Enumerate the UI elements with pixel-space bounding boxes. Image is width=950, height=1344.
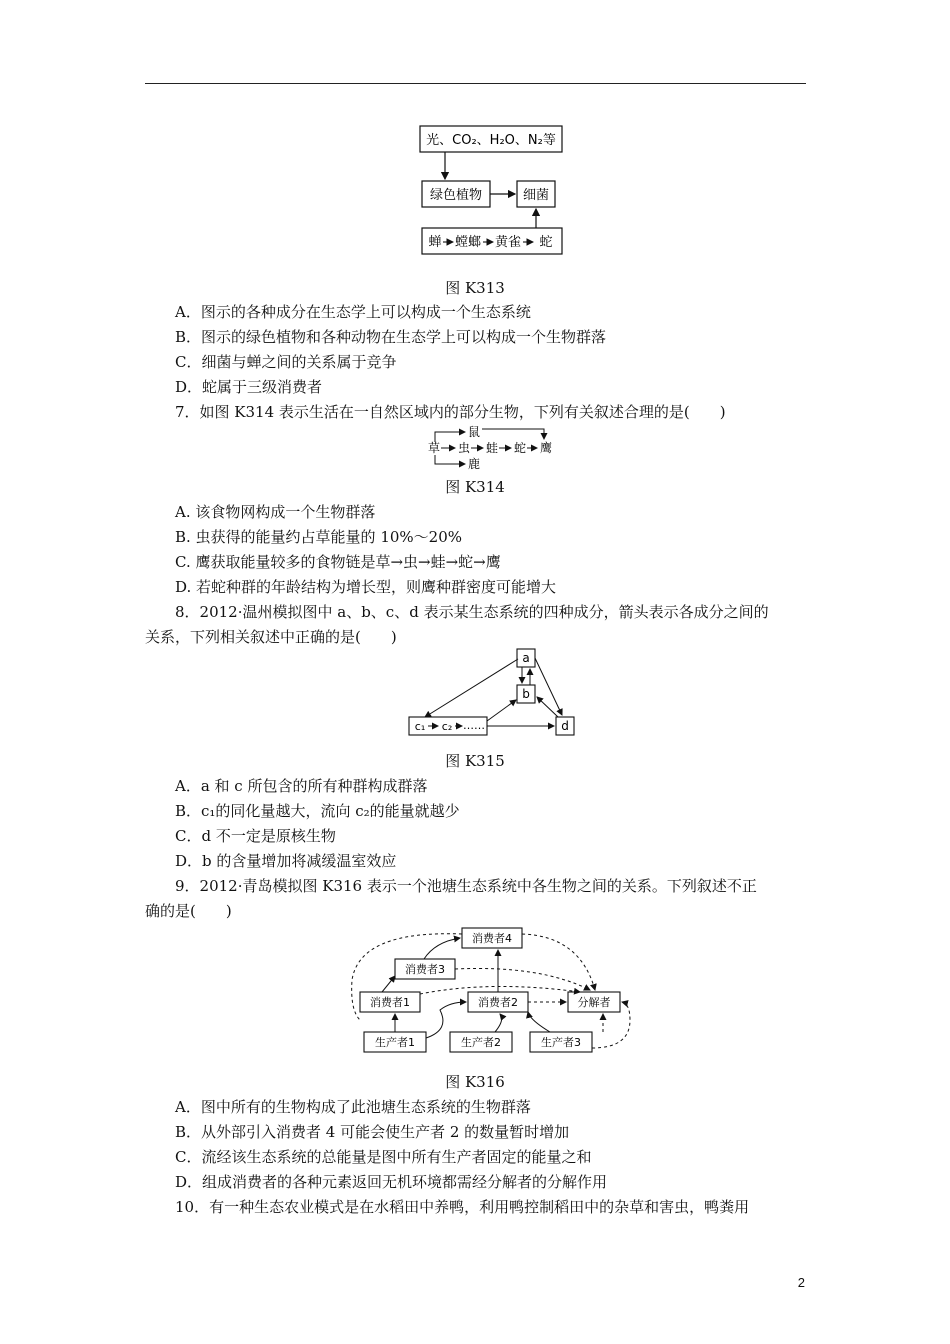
figure-k315 xyxy=(400,645,590,741)
k314-insect: 虫 xyxy=(458,441,471,455)
page-number: 2 xyxy=(797,1275,805,1290)
k313-chain-1: 蝉 xyxy=(428,235,442,250)
k316-producer2: 生产者2 xyxy=(461,1036,501,1049)
k316-decomposer: 分解者 xyxy=(577,996,611,1009)
q6-option-a: A．图示的各种成分在生态学上可以构成一个生态系统 xyxy=(175,303,531,321)
k315-node-c1: c₁ xyxy=(414,720,426,733)
q8-stem-line1: 8．2012·温州模拟图中 a、b、c、d 表示某生态系统的四种成分，箭头表示各成分之间的 xyxy=(175,603,769,621)
k314-snake: 蛇 xyxy=(514,441,527,455)
q6-option-b: B．图示的绿色植物和各种动物在生态学上可以构成一个生物群落 xyxy=(175,328,607,346)
q7-option-a: A. 该食物网构成一个生物群落 xyxy=(175,503,376,521)
q9-stem-line1: 9．2012·青岛模拟图 K316 表示一个池塘生态系统中各生物之间的关系。下列叙述不正 xyxy=(175,877,757,895)
k314-deer: 鹿 xyxy=(468,457,481,471)
q9-option-b: B．从外部引入消费者 4 可能会使生产者 2 的数量暂时增加 xyxy=(175,1123,570,1141)
figure-k313 xyxy=(410,118,570,258)
k313-caption: 图 K313 xyxy=(445,279,505,297)
q8-option-d: D．b 的含量增加将减缓温室效应 xyxy=(175,852,397,870)
q8-option-a: A．a 和 c 所包含的所有种群构成群落 xyxy=(175,777,428,795)
k313-top-box: 光、CO₂、H₂O、N₂等 xyxy=(426,133,556,148)
k316-consumer2: 消费者2 xyxy=(478,996,518,1009)
k314-caption: 图 K314 xyxy=(445,478,505,496)
k315-node-b: b xyxy=(522,687,530,701)
k315-node-c2: c₂ xyxy=(441,720,453,733)
header-rule xyxy=(145,83,806,84)
q6-option-d: D．蛇属于三级消费者 xyxy=(175,378,323,396)
q10-stem: 10．有一种生态农业模式是在水稻田中养鸭，利用鸭控制稻田中的杂草和害虫，鸭粪用 xyxy=(175,1198,750,1216)
k314-mouse: 鼠 xyxy=(468,425,481,439)
k316-consumer4: 消费者4 xyxy=(472,932,512,945)
k316-producer3: 生产者3 xyxy=(541,1036,581,1049)
figure-k314 xyxy=(420,421,560,476)
figure-k316 xyxy=(340,920,640,1070)
q9-stem-line2: 确的是( ) xyxy=(145,902,232,920)
q9-option-d: D．组成消费者的各种元素返回无机环境都需经分解者的分解作用 xyxy=(175,1173,608,1191)
k313-plant: 绿色植物 xyxy=(429,188,483,203)
k314-frog: 蛙 xyxy=(486,441,499,455)
k314-grass: 草 xyxy=(428,441,441,455)
q6-option-c: C．细菌与蝉之间的关系属于竞争 xyxy=(175,353,397,371)
k316-caption: 图 K316 xyxy=(445,1073,505,1091)
q7-stem: 7．如图 K314 表示生活在一自然区域内的部分生物，下列有关叙述合理的是( ) xyxy=(175,403,726,421)
q8-option-b: B．c₁的同化量越大，流向 c₂的能量就越少 xyxy=(175,802,460,820)
q7-option-d: D. 若蛇种群的年龄结构为增长型，则鹰种群密度可能增大 xyxy=(175,578,557,596)
k313-chain-4: 蛇 xyxy=(539,235,553,250)
k316-producer1: 生产者1 xyxy=(375,1036,415,1049)
k315-node-dots: …… xyxy=(463,719,485,732)
k315-caption: 图 K315 xyxy=(445,752,505,770)
k313-bacteria: 细菌 xyxy=(522,188,550,203)
k313-chain-2: 螳螂 xyxy=(454,235,482,250)
k313-chain-3: 黄雀 xyxy=(494,235,522,250)
q8-stem-line2: 关系，下列相关叙述中正确的是( ) xyxy=(145,628,397,646)
k315-node-d: d xyxy=(561,719,569,733)
q8-option-c: C．d 不一定是原核生物 xyxy=(175,827,336,845)
k315-node-a: a xyxy=(522,651,530,665)
q7-option-c: C. 鹰获取能量较多的食物链是草→虫→蛙→蛇→鹰 xyxy=(175,553,501,571)
k316-consumer1: 消费者1 xyxy=(370,996,410,1009)
k316-consumer3: 消费者3 xyxy=(405,963,445,976)
q9-option-c: C．流经该生态系统的总能量是图中所有生产者固定的能量之和 xyxy=(175,1148,592,1166)
q7-option-b: B. 虫获得的能量约占草能量的 10%～20% xyxy=(175,528,463,546)
k314-hawk: 鹰 xyxy=(540,441,553,455)
q9-option-a: A．图中所有的生物构成了此池塘生态系统的生物群落 xyxy=(175,1098,531,1116)
